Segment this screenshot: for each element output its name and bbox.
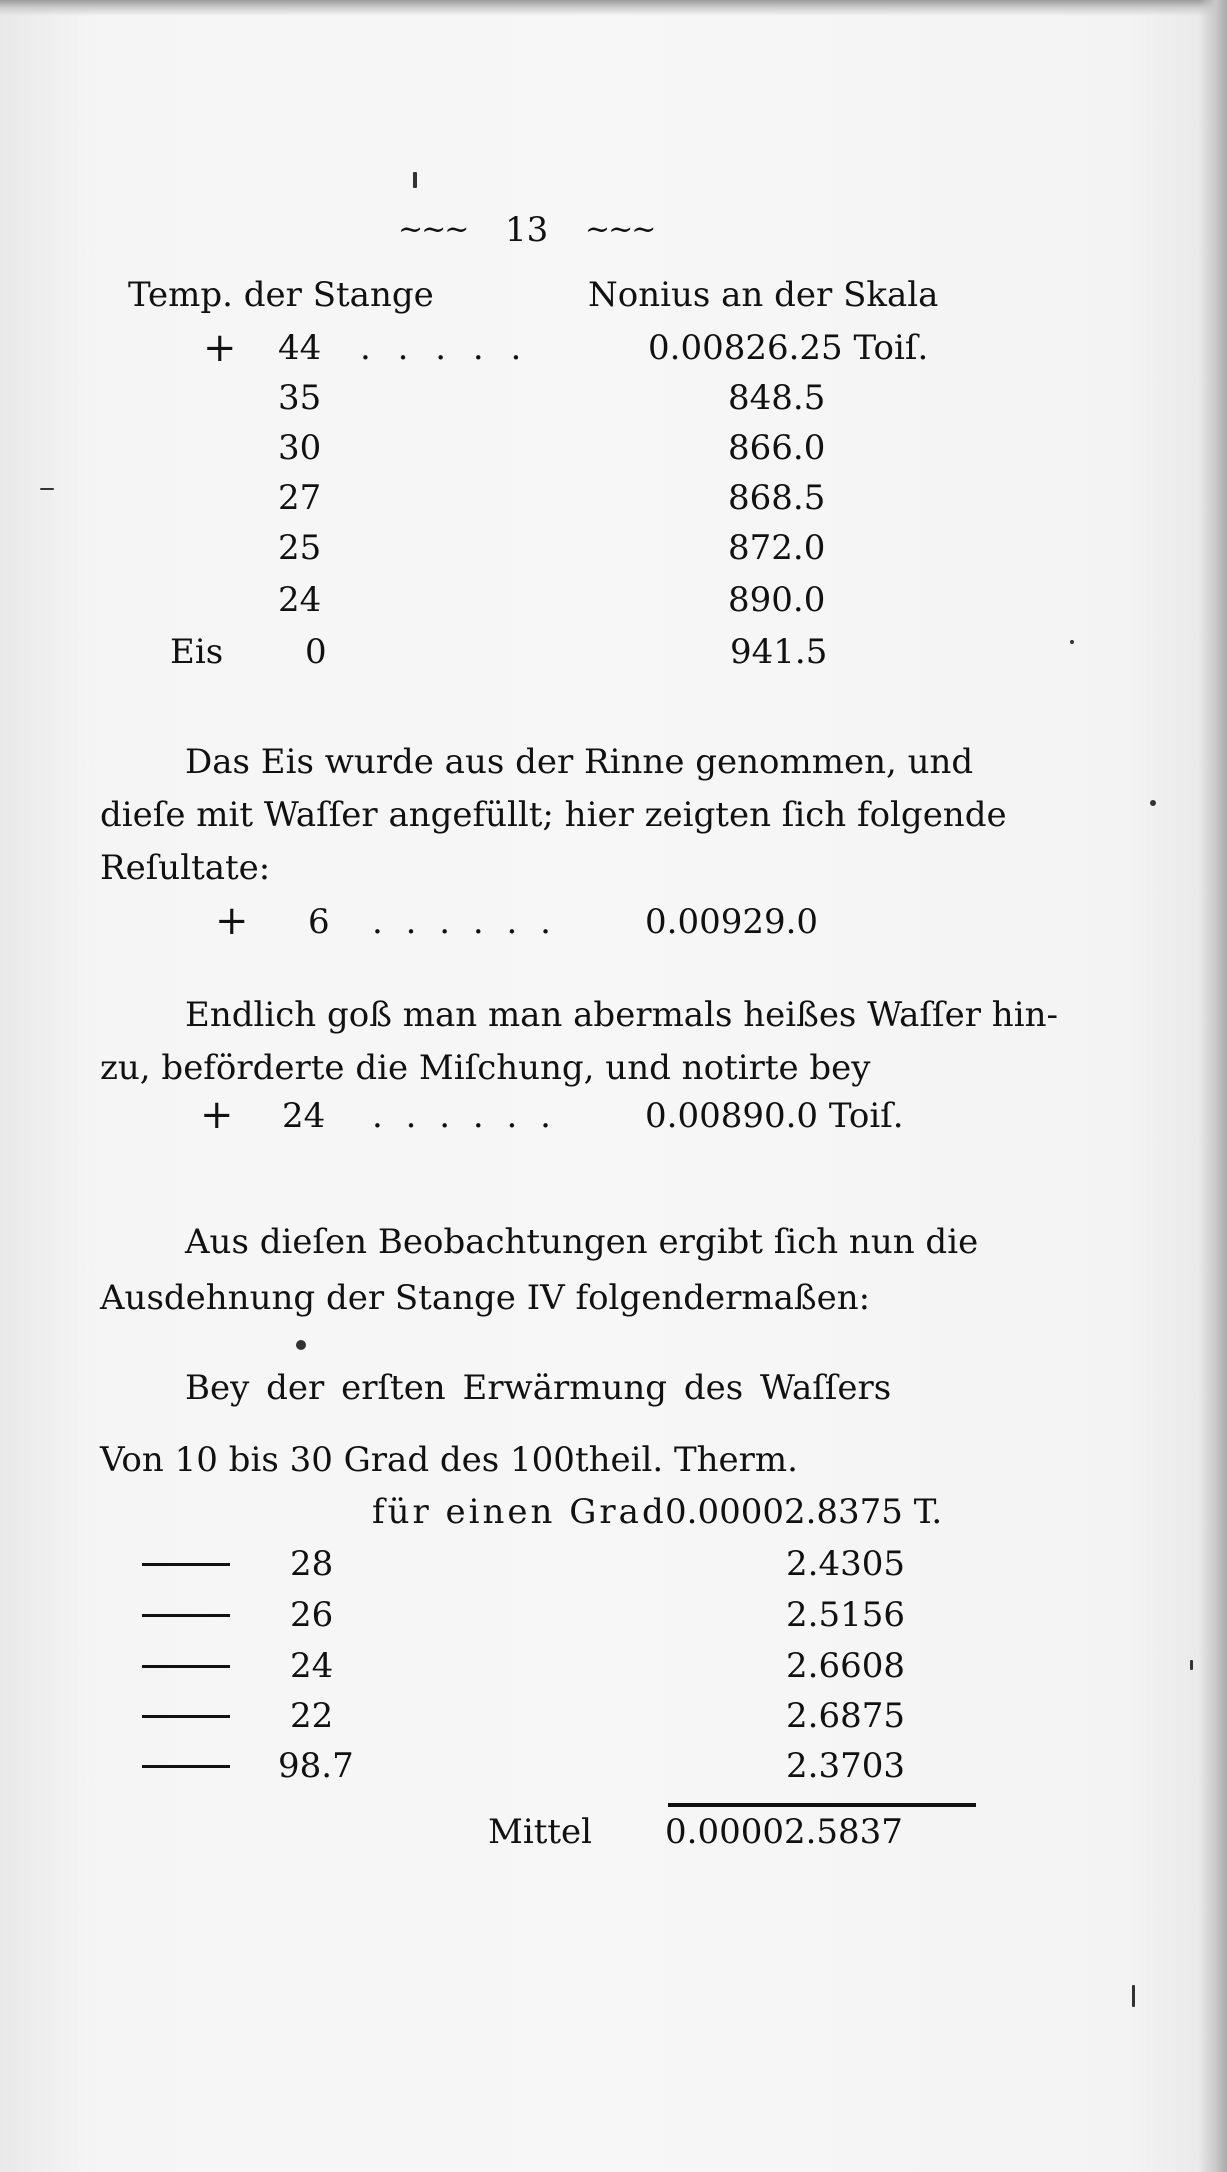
table1-value: 866.0 <box>728 428 826 468</box>
scan-speck <box>40 488 54 490</box>
table2-dash <box>142 1715 230 1718</box>
page-number: 13 <box>505 210 549 250</box>
table2-temp: 22 <box>290 1696 334 1736</box>
table2-value: 2.6608 <box>786 1646 905 1686</box>
table2-temp: 28 <box>290 1544 334 1584</box>
para3-line1: Aus dieſen Beobachtungen ergibt ſich nun die <box>185 1222 979 1262</box>
table1-label-eis: Eis <box>170 632 224 672</box>
scan-speck <box>1150 800 1156 806</box>
table1-header-right: Nonius an der Skala <box>588 275 939 315</box>
table2-dash <box>142 1563 230 1566</box>
table2-mean-label: Mittel <box>488 1812 593 1852</box>
table1-temp: 0 <box>305 632 327 672</box>
table2-temp: 26 <box>290 1595 334 1635</box>
para3-line2: Ausdehnung der Stange IV folgendermaßen: <box>100 1278 871 1318</box>
result1-temp: 6 <box>308 902 330 942</box>
table2-value: 2.4305 <box>786 1544 905 1584</box>
table1-dots: . . . . . <box>360 328 530 368</box>
result2-sign: + <box>200 1092 234 1138</box>
table1-temp: 25 <box>278 528 322 568</box>
table2-first-value: 0.00002.8375 T. <box>665 1492 943 1532</box>
table2-temp: 98.7 <box>278 1746 354 1786</box>
sum-rule <box>668 1803 976 1807</box>
table2-value: 2.6875 <box>786 1696 905 1736</box>
table1-value: 868.5 <box>728 478 826 518</box>
table1-temp: 35 <box>278 378 322 418</box>
page-ornament-right: ~~~ <box>585 212 655 247</box>
result2-dots: . . . . . . <box>372 1096 557 1136</box>
table2-temp: 24 <box>290 1646 334 1686</box>
scan-speck <box>296 1340 306 1350</box>
para2-line1: Endlich goß man man abermals heißes Waſſer hin- <box>185 995 1058 1035</box>
scan-speck <box>1132 1985 1135 2007</box>
table1-temp: 30 <box>278 428 322 468</box>
table2-dash <box>142 1614 230 1617</box>
table2-dash <box>142 1765 230 1768</box>
table1-value: 890.0 <box>728 580 826 620</box>
table1-value: 941.5 <box>730 632 828 672</box>
scan-speck <box>413 172 417 188</box>
table2-value: 2.3703 <box>786 1746 905 1786</box>
result1-dots: . . . . . . <box>372 902 557 942</box>
result1-value: 0.00929.0 <box>645 902 819 942</box>
table1-header-left: Temp. der Stange <box>128 275 434 315</box>
para1-line2: dieſe mit Waſſer angefüllt; hier zeigten ſich folgende <box>100 795 1007 835</box>
table1-temp: 27 <box>278 478 322 518</box>
scan-speck <box>1070 640 1074 644</box>
para2-line2: zu, beförderte die Miſchung, und notirte bey <box>100 1048 871 1088</box>
table1-sign: + <box>203 325 237 371</box>
table1-value: 848.5 <box>728 378 826 418</box>
table2-dash <box>142 1665 230 1668</box>
section-title: Bey der erſten Erwärmung des Waſſers <box>185 1368 892 1408</box>
table1-value: 0.00826.25 Toiſ. <box>648 328 929 368</box>
table2-value: 2.5156 <box>786 1595 905 1635</box>
table1-value: 872.0 <box>728 528 826 568</box>
page-top-edge <box>0 0 1227 16</box>
page-ornament-left: ~~~ <box>398 212 468 247</box>
result2-value: 0.00890.0 Toiſ. <box>645 1096 904 1136</box>
table1-temp: 24 <box>278 580 322 620</box>
table1-temp: 44 <box>278 328 322 368</box>
table2-mean-value: 0.00002.5837 <box>665 1812 903 1852</box>
range-line: Von 10 bis 30 Grad des 100theil. Therm. <box>100 1440 798 1480</box>
page-right-edge <box>1199 0 1227 2172</box>
para1-line3: Reſultate: <box>100 848 271 888</box>
para1-line1: Das Eis wurde aus der Rinne genommen, und <box>185 742 974 782</box>
table2-first-label: für einen Grad <box>372 1492 667 1532</box>
result1-sign: + <box>215 898 249 944</box>
scan-speck <box>1190 1660 1193 1670</box>
result2-temp: 24 <box>282 1096 326 1136</box>
